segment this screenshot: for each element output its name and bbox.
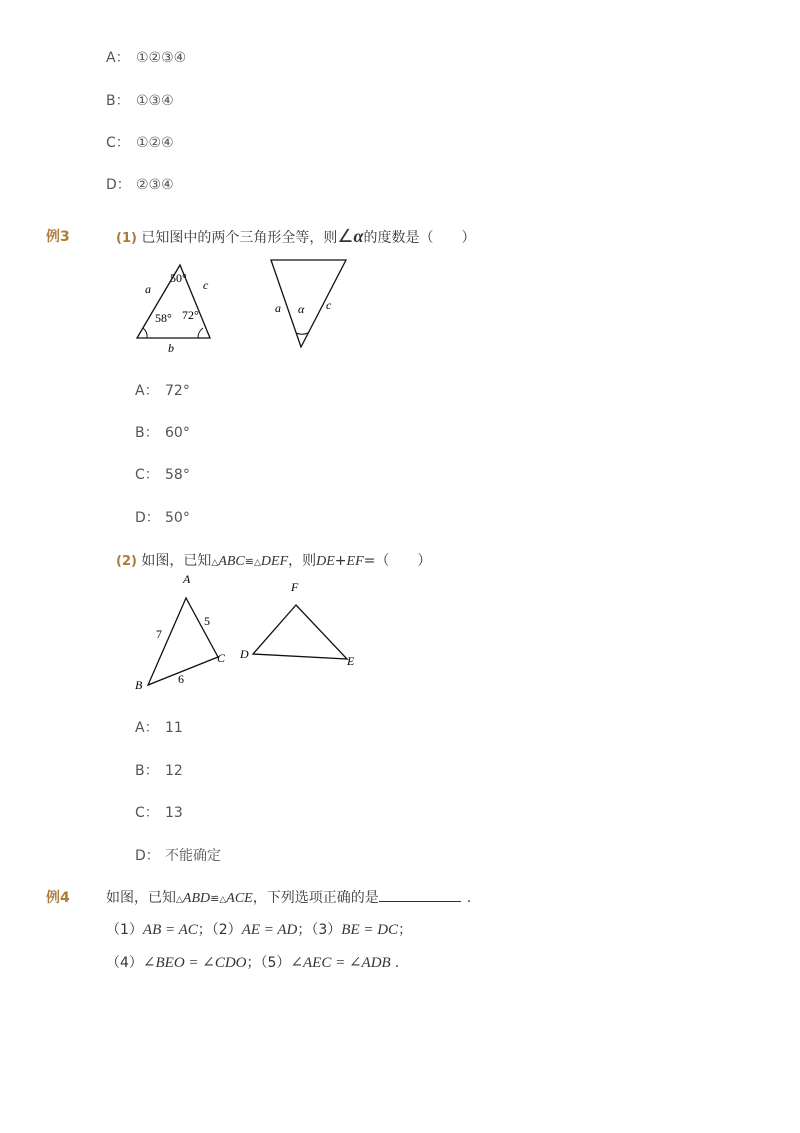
vertex-label-d: D <box>240 647 249 661</box>
angle-label-right: 72° <box>182 308 199 322</box>
ex3-part2-option-d[interactable] <box>135 845 221 865</box>
triangle-name-ace: ACE <box>226 891 253 906</box>
triangle-symbol: △ <box>211 558 219 568</box>
statement-number: （1） <box>106 922 143 938</box>
ex3-part1-option-c[interactable] <box>135 464 190 484</box>
stem-text: 已知图中的两个三角形全等，则 <box>141 230 338 246</box>
side-length-ab: 7 <box>156 627 162 641</box>
triangle-abc <box>137 265 210 355</box>
side-length-ac: 5 <box>204 614 210 628</box>
side-label-c: c <box>326 298 332 312</box>
option-letter: A： <box>135 720 159 736</box>
ex4-stem <box>106 887 471 907</box>
question-number: (1) <box>116 231 137 246</box>
side-label-c: c <box>203 278 209 292</box>
option-text: ①②③④ <box>136 50 187 66</box>
stem-text-end: =（ ） <box>363 553 432 569</box>
statement-number: （2） <box>211 922 242 938</box>
ex4-statements-line2 <box>106 952 399 972</box>
option-text: 不能确定 <box>165 848 221 864</box>
stem-text: 如图，已知 <box>141 553 212 569</box>
ex3-part2-figure <box>130 570 370 695</box>
angle-arc-alpha <box>296 333 308 334</box>
option-letter: D： <box>135 510 160 526</box>
prev-option-c[interactable] <box>106 132 174 152</box>
example-3-label: 例3 <box>46 229 70 245</box>
separator: ； <box>246 955 261 971</box>
prev-option-d[interactable] <box>106 174 174 194</box>
triangle-outline <box>271 260 346 347</box>
triangle-abc <box>135 572 226 692</box>
ex3-part1-option-a[interactable] <box>135 380 190 400</box>
side-label-b: b <box>168 341 174 355</box>
ex3-part1-stem <box>116 226 476 247</box>
option-text: 58° <box>165 467 190 483</box>
option-text: 11 <box>165 720 183 736</box>
triangle-name-abc: ABC <box>218 554 245 569</box>
ex3-part1-option-d[interactable] <box>135 507 190 527</box>
separator: ； <box>197 922 212 938</box>
option-letter: D： <box>106 177 131 193</box>
option-letter: A： <box>106 50 130 66</box>
option-letter: D： <box>135 848 160 864</box>
stem-text: ，则 <box>288 553 317 569</box>
triangle-symbol: △ <box>176 895 183 905</box>
stem-end: . <box>466 890 472 906</box>
vertex-label-b: B <box>135 678 143 692</box>
example-4-label: 例4 <box>46 890 70 906</box>
prev-option-a[interactable] <box>106 47 186 67</box>
ex3-part2-option-a[interactable] <box>135 717 183 737</box>
statement-1: AB = AC <box>142 922 198 938</box>
option-text: 12 <box>165 763 183 779</box>
option-letter: B： <box>106 93 130 109</box>
option-text: ②③④ <box>136 177 174 193</box>
vertex-label-a: A <box>183 572 191 586</box>
stem-text-end: 的度数是（ ） <box>363 230 476 246</box>
separator: ； <box>297 922 312 938</box>
triangle-name-def: DEF <box>260 554 289 569</box>
angle-label-left: 58° <box>155 311 172 325</box>
congruent-symbol: ≌ <box>210 892 220 905</box>
vertex-label-c: C <box>217 651 226 665</box>
option-text: ①③④ <box>136 93 174 109</box>
statement-number: （3） <box>311 922 342 938</box>
triangle-alpha <box>271 260 346 347</box>
statement-3: BE = DC <box>341 922 399 938</box>
angle-symbol: ∠ <box>337 226 354 247</box>
ex3-part2-option-c[interactable] <box>135 802 183 822</box>
statement-number: （4） <box>106 955 143 971</box>
triangle-outline <box>253 605 347 659</box>
option-letter: C： <box>106 135 130 151</box>
prev-option-b[interactable] <box>106 90 174 110</box>
plus-sign: + <box>334 553 347 569</box>
stem-text: ，下列选项正确的是 <box>252 890 379 906</box>
option-text: ①②④ <box>136 135 174 151</box>
congruent-symbol: ≌ <box>244 555 254 568</box>
ex3-part1-figure <box>130 255 370 360</box>
option-text: 50° <box>165 510 190 526</box>
question-number: (2) <box>116 554 137 569</box>
ex4-statements-line1 <box>106 919 412 939</box>
option-letter: C： <box>135 467 159 483</box>
triangle-symbol: △ <box>219 895 227 905</box>
segment-ef: EF <box>346 554 364 569</box>
statement-number: （5） <box>260 955 291 971</box>
side-label-a: a <box>145 282 151 296</box>
vertex-label-e: E <box>347 654 355 668</box>
option-letter: B： <box>135 763 159 779</box>
segment-de: DE <box>316 554 335 569</box>
statement-2: AE = AD <box>241 922 298 938</box>
statement-end: . <box>394 955 400 971</box>
angle-label-alpha: α <box>298 302 305 316</box>
angle-arc-right <box>198 328 203 338</box>
option-text: 60° <box>165 425 190 441</box>
option-text: 72° <box>165 383 190 399</box>
triangle-def <box>239 580 355 668</box>
answer-blank[interactable] <box>379 889 461 902</box>
alpha-symbol: α <box>353 226 364 246</box>
option-text: 13 <box>165 805 183 821</box>
side-label-a: a <box>275 301 281 315</box>
angle-arc-left <box>143 328 147 338</box>
angle-label-top: 50° <box>170 271 187 285</box>
vertex-label-f: F <box>291 580 299 594</box>
ex3-part1-option-b[interactable] <box>135 422 190 442</box>
option-letter: B： <box>135 425 159 441</box>
ex3-part2-stem <box>116 550 431 570</box>
triangle-symbol: △ <box>253 558 261 568</box>
option-letter: C： <box>135 805 159 821</box>
ex3-part2-option-b[interactable] <box>135 760 183 780</box>
option-letter: A： <box>135 383 159 399</box>
triangle-name-abd: ABD <box>182 891 211 906</box>
stem-text: 如图，已知 <box>106 890 176 906</box>
separator: ； <box>398 922 413 938</box>
side-length-bc: 6 <box>178 672 184 686</box>
statement-5: ∠AEC = ∠ADB <box>290 955 391 971</box>
statement-4: ∠BEO = ∠CDO <box>142 955 247 971</box>
